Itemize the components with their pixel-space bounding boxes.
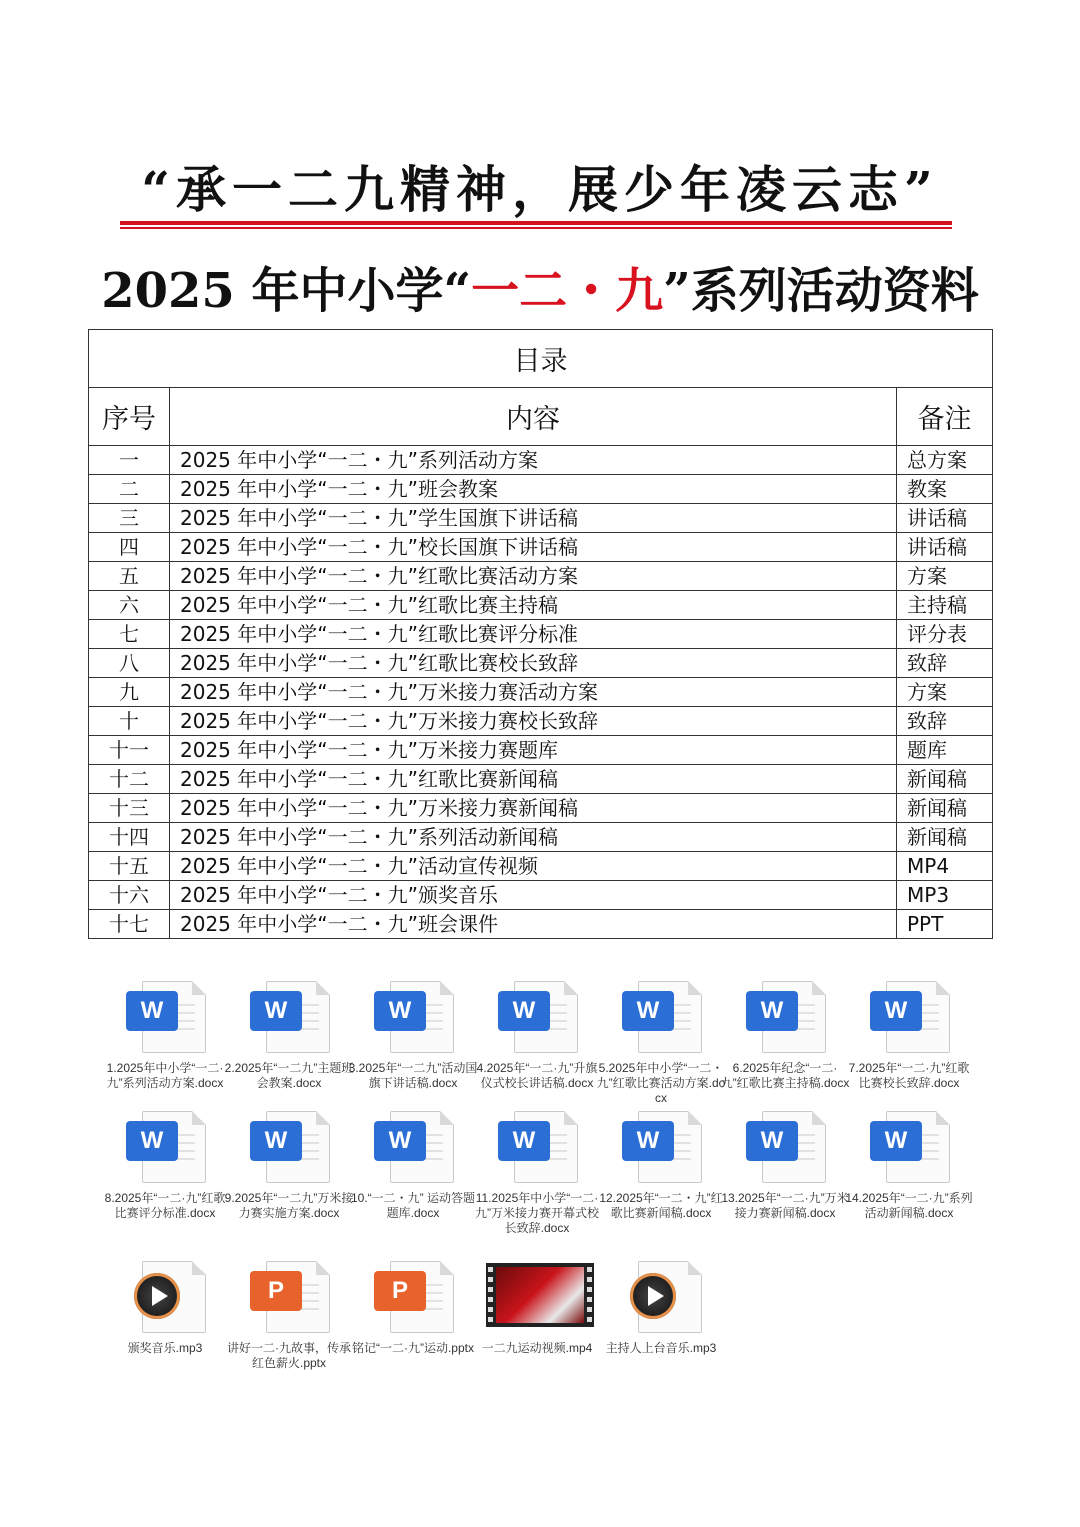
table-row <box>89 504 993 533</box>
file-name: 11.2025年中小学“一二·九”万米接力赛开幕式校长致辞.docx <box>475 1191 599 1235</box>
file-name: 铭记“一二·九”运动.pptx <box>351 1341 474 1355</box>
table-row <box>89 736 993 765</box>
row-number: 十一 <box>89 736 170 765</box>
file-item[interactable] <box>472 975 602 1091</box>
header-no: 序号 <box>89 388 170 446</box>
file-item[interactable] <box>720 1105 850 1221</box>
file-name: 2.2025年“一二九”主题班会教案.docx <box>224 1061 354 1090</box>
word-document-icon <box>866 975 952 1053</box>
table-row <box>89 794 993 823</box>
toc-caption: 目录 <box>89 330 993 388</box>
row-content: 2025 年中小学“一二・九”红歌比赛活动方案 <box>170 562 897 591</box>
word-document-icon <box>246 975 332 1053</box>
row-note: 讲话稿 <box>897 533 993 562</box>
table-row <box>89 446 993 475</box>
row-note: MP4 <box>897 852 993 881</box>
word-document-icon <box>122 975 208 1053</box>
row-content: 2025 年中小学“一二・九”校长国旗下讲话稿 <box>170 533 897 562</box>
file-name: 4.2025年“一二·九”升旗仪式校长讲话稿.docx <box>476 1061 598 1090</box>
row-content: 2025 年中小学“一二・九”学生国旗下讲话稿 <box>170 504 897 533</box>
file-name: 主持人上台音乐.mp3 <box>605 1341 717 1355</box>
row-number: 十四 <box>89 823 170 852</box>
file-item[interactable] <box>348 1105 478 1221</box>
row-note: 新闻稿 <box>897 765 993 794</box>
badge-letter: P <box>374 1271 426 1311</box>
row-number: 一 <box>89 446 170 475</box>
row-number: 二 <box>89 475 170 504</box>
row-note: 评分表 <box>897 620 993 649</box>
row-number: 十七 <box>89 910 170 939</box>
table-row <box>89 562 993 591</box>
file-item[interactable] <box>348 1255 478 1356</box>
file-name: 8.2025年“一二·九”红歌比赛评分标准.docx <box>104 1191 226 1220</box>
header-note: 备注 <box>897 388 993 446</box>
title-highlight: 一二・九 <box>471 263 664 319</box>
table-row <box>89 707 993 736</box>
word-document-icon <box>742 1105 828 1183</box>
row-content: 2025 年中小学“一二・九”红歌比赛主持稿 <box>170 591 897 620</box>
badge-letter: W <box>250 1121 302 1161</box>
row-number: 十五 <box>89 852 170 881</box>
row-content: 2025 年中小学“一二・九”活动宣传视频 <box>170 852 897 881</box>
table-row <box>89 620 993 649</box>
row-number: 八 <box>89 649 170 678</box>
row-content: 2025 年中小学“一二・九”班会教案 <box>170 475 897 504</box>
badge-letter: W <box>622 1121 674 1161</box>
row-content: 2025 年中小学“一二・九”红歌比赛评分标准 <box>170 620 897 649</box>
badge-letter: W <box>870 1121 922 1161</box>
word-document-icon <box>618 975 704 1053</box>
table-row <box>89 591 993 620</box>
file-name: 3.2025年“一二九”活动国旗下讲话稿.docx <box>348 1061 478 1090</box>
file-name: 12.2025年“一二・九”红歌比赛新闻稿.docx <box>599 1191 723 1220</box>
file-name: 1.2025年中小学“一二·九”系列活动方案.docx <box>106 1061 224 1090</box>
row-number: 六 <box>89 591 170 620</box>
badge-letter: W <box>374 991 426 1031</box>
badge-letter: W <box>498 991 550 1031</box>
row-note: 新闻稿 <box>897 823 993 852</box>
row-content: 2025 年中小学“一二・九”系列活动新闻稿 <box>170 823 897 852</box>
row-number: 十六 <box>89 881 170 910</box>
word-document-icon <box>122 1105 208 1183</box>
table-row <box>89 765 993 794</box>
file-name: 一二九运动视频.mp4 <box>481 1341 593 1355</box>
file-item[interactable] <box>348 975 478 1091</box>
row-number: 七 <box>89 620 170 649</box>
row-content: 2025 年中小学“一二・九”颁奖音乐 <box>170 881 897 910</box>
file-name: 14.2025年“一二·九”系列活动新闻稿.docx <box>845 1191 973 1220</box>
title-suffix: ”系列活动资料 <box>663 263 979 319</box>
badge-letter: W <box>250 991 302 1031</box>
row-note: 题库 <box>897 736 993 765</box>
file-item[interactable] <box>596 1105 726 1221</box>
badge-letter: W <box>746 1121 798 1161</box>
slogan-heading: “承一二九精神，展少年凌云志” <box>141 160 939 219</box>
main-title <box>0 252 1080 321</box>
powerpoint-icon <box>246 1255 332 1333</box>
file-name: 7.2025年“一二·九”红歌比赛校长致辞.docx <box>848 1061 970 1090</box>
file-item[interactable] <box>224 975 354 1091</box>
badge-letter: W <box>622 991 674 1031</box>
row-note: MP3 <box>897 881 993 910</box>
file-name: 6.2025年纪念“一二·九”红歌比赛主持稿.docx <box>720 1061 850 1090</box>
file-name: 9.2025年“一二九”万米接力赛实施方案.docx <box>224 1191 354 1220</box>
file-name: 颁奖音乐.mp3 <box>127 1341 203 1355</box>
row-note: 致辞 <box>897 707 993 736</box>
row-number: 五 <box>89 562 170 591</box>
table-row <box>89 881 993 910</box>
file-item[interactable] <box>100 1255 230 1356</box>
word-document-icon <box>742 975 828 1053</box>
file-item[interactable] <box>844 1105 974 1221</box>
badge-letter: W <box>746 991 798 1031</box>
powerpoint-icon <box>370 1255 456 1333</box>
file-item[interactable] <box>472 1105 602 1236</box>
word-document-icon <box>370 975 456 1053</box>
file-item[interactable] <box>720 975 850 1091</box>
badge-letter: W <box>126 1121 178 1161</box>
file-name: 10.“一二・九” 运动答题题库.docx <box>350 1191 475 1220</box>
title-prefix: 2025 年中小学“ <box>101 263 472 319</box>
file-item[interactable] <box>100 1105 230 1221</box>
audio-file-icon <box>122 1255 208 1333</box>
video-file-icon <box>494 1255 580 1333</box>
table-row <box>89 475 993 504</box>
file-item[interactable] <box>844 975 974 1091</box>
row-content: 2025 年中小学“一二・九”系列活动方案 <box>170 446 897 475</box>
badge-letter: W <box>870 991 922 1031</box>
badge-letter: W <box>498 1121 550 1161</box>
row-number: 三 <box>89 504 170 533</box>
red-divider-thin <box>120 227 952 229</box>
table-row <box>89 852 993 881</box>
toc-body <box>89 446 993 939</box>
badge-letter: P <box>250 1271 302 1311</box>
file-item[interactable] <box>224 1255 354 1371</box>
badge-letter: W <box>126 991 178 1031</box>
row-content: 2025 年中小学“一二・九”万米接力赛题库 <box>170 736 897 765</box>
table-row <box>89 823 993 852</box>
table-row <box>89 910 993 939</box>
badge-letter: W <box>374 1121 426 1161</box>
audio-file-icon <box>618 1255 704 1333</box>
row-content: 2025 年中小学“一二・九”班会课件 <box>170 910 897 939</box>
row-content: 2025 年中小学“一二・九”红歌比赛校长致辞 <box>170 649 897 678</box>
file-item[interactable] <box>472 1255 602 1356</box>
word-document-icon <box>246 1105 332 1183</box>
word-document-icon <box>370 1105 456 1183</box>
row-note: 致辞 <box>897 649 993 678</box>
row-note: 教案 <box>897 475 993 504</box>
row-content: 2025 年中小学“一二・九”万米接力赛新闻稿 <box>170 794 897 823</box>
row-note: 讲话稿 <box>897 504 993 533</box>
file-item[interactable] <box>224 1105 354 1221</box>
row-number: 十 <box>89 707 170 736</box>
table-row <box>89 649 993 678</box>
row-number: 十三 <box>89 794 170 823</box>
row-note: 方案 <box>897 678 993 707</box>
word-document-icon <box>866 1105 952 1183</box>
file-item[interactable] <box>100 975 230 1091</box>
file-name: 5.2025年中小学“一二・九”红歌比赛活动方案.docx <box>596 1061 726 1105</box>
row-content: 2025 年中小学“一二・九”红歌比赛新闻稿 <box>170 765 897 794</box>
row-content: 2025 年中小学“一二・九”万米接力赛活动方案 <box>170 678 897 707</box>
file-name: 13.2025年“一二·九”万米接力赛新闻稿.docx <box>721 1191 849 1220</box>
file-name: 讲好一二·九故事，传承红色薪火.pptx <box>227 1341 351 1370</box>
file-item[interactable] <box>596 1255 726 1356</box>
word-document-icon <box>494 1105 580 1183</box>
row-number: 九 <box>89 678 170 707</box>
row-content: 2025 年中小学“一二・九”万米接力赛校长致辞 <box>170 707 897 736</box>
file-item[interactable] <box>596 975 726 1106</box>
row-number: 十二 <box>89 765 170 794</box>
row-note: PPT <box>897 910 993 939</box>
red-divider-thick <box>120 221 952 225</box>
word-document-icon <box>618 1105 704 1183</box>
row-note: 主持稿 <box>897 591 993 620</box>
row-note: 新闻稿 <box>897 794 993 823</box>
word-document-icon <box>494 975 580 1053</box>
header-content: 内容 <box>170 388 897 446</box>
table-row <box>89 678 993 707</box>
row-number: 四 <box>89 533 170 562</box>
row-note: 总方案 <box>897 446 993 475</box>
toc-table <box>88 329 993 939</box>
table-row <box>89 533 993 562</box>
row-note: 方案 <box>897 562 993 591</box>
